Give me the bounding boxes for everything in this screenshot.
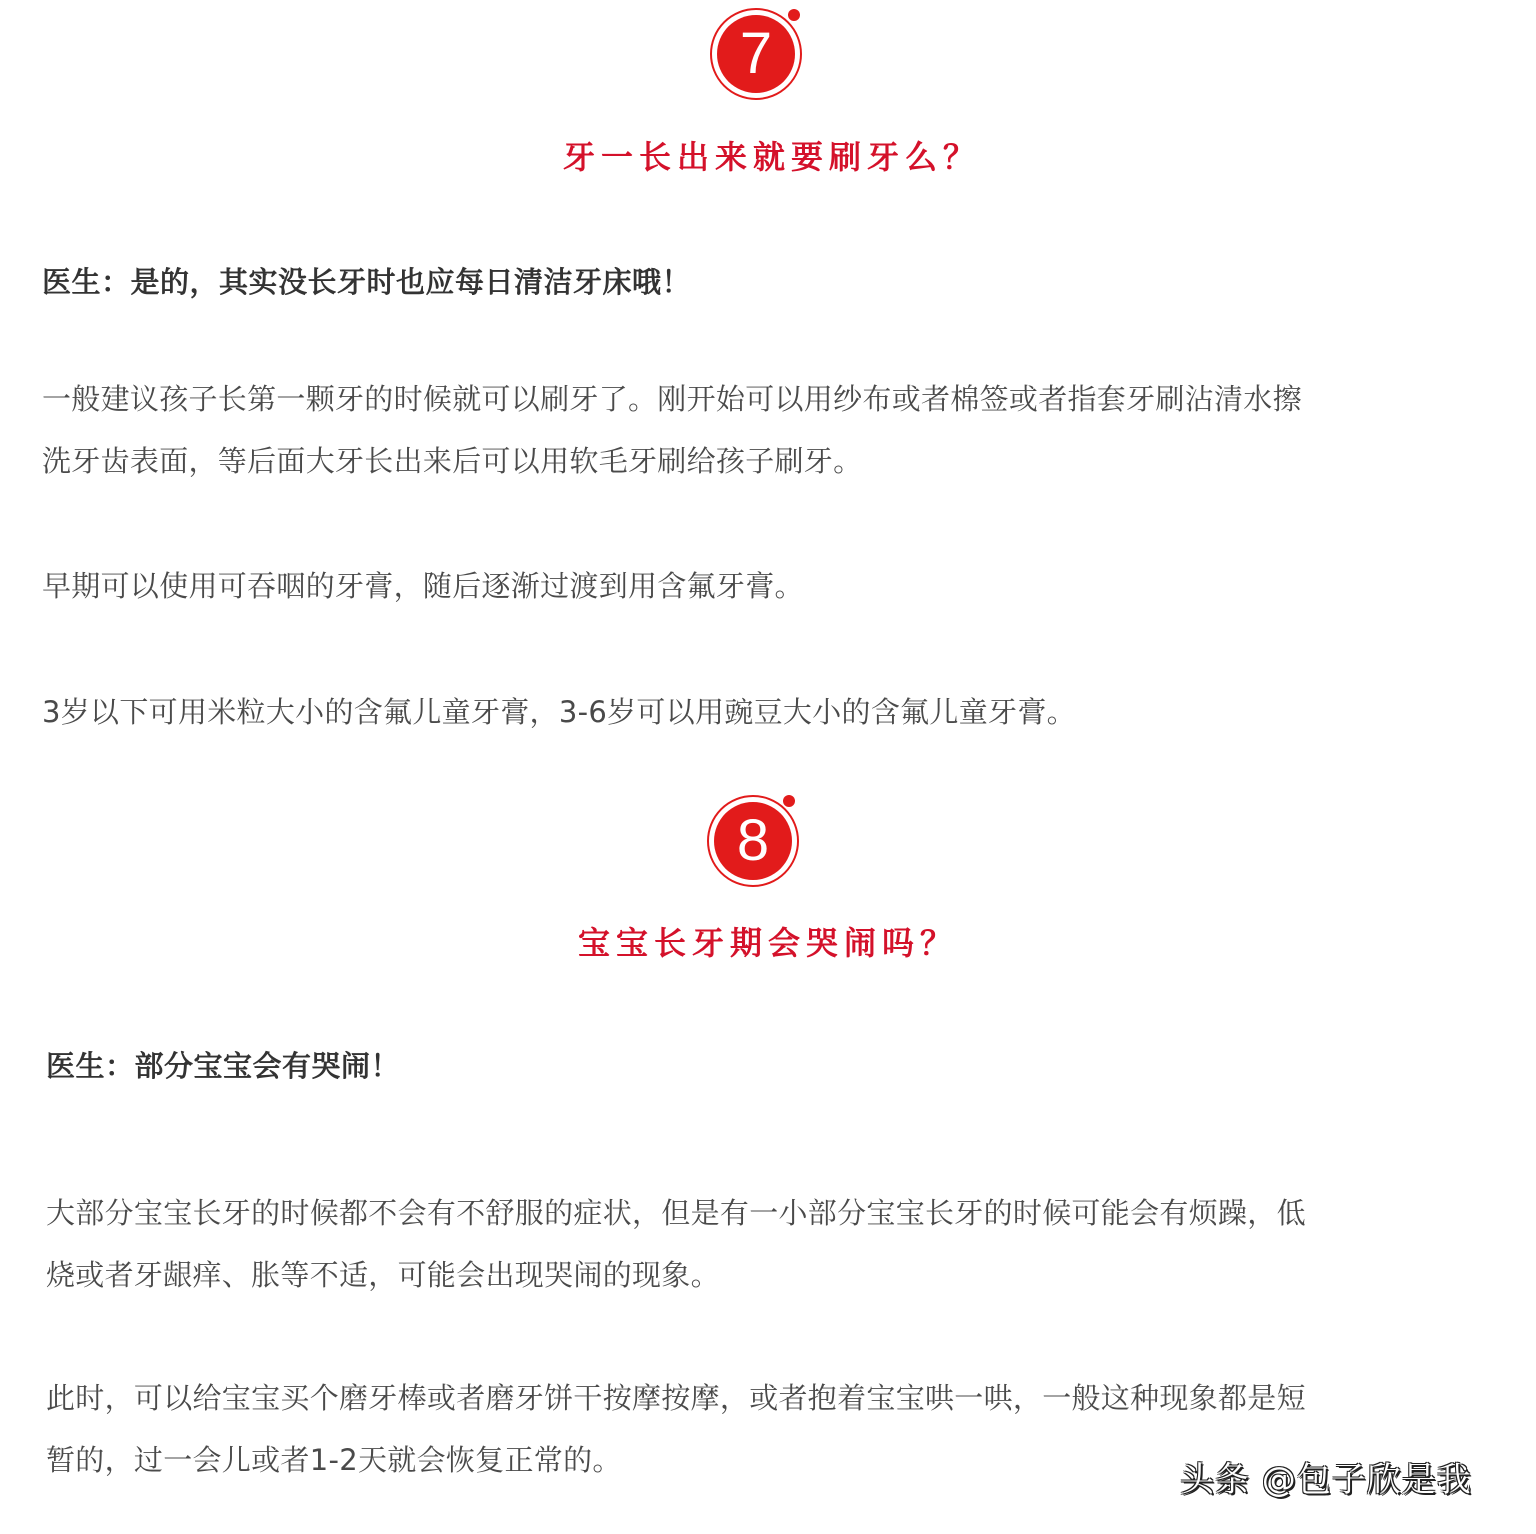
section-title: 宝宝长牙期会哭闹吗？ — [577, 924, 958, 962]
paragraph — [42, 555, 804, 617]
section-number-badge-8 — [707, 795, 799, 887]
section-number-badge-7 — [710, 8, 802, 100]
doctor-answer: 医生：是的，其实没长牙时也应每日清洁牙床哦！ — [42, 265, 692, 299]
paragraph-line: 洗牙齿表面，等后面大牙长出来后可以用软毛牙刷给孩子刷牙。 — [42, 444, 863, 478]
paragraph — [46, 1182, 1306, 1306]
paragraph-line: 暂的，过一会儿或者1-2天就会恢复正常的。 — [46, 1443, 622, 1477]
paragraph-line: 一般建议孩子长第一颗牙的时候就可以刷牙了。刚开始可以用纱布或者棉签或者指套牙刷沾清水擦 — [42, 382, 1302, 416]
doctor-answer: 医生：部分宝宝会有哭闹！ — [46, 1049, 401, 1083]
paragraph-line: 此时，可以给宝宝买个磨牙棒或者磨牙饼干按摩按摩，或者抱着宝宝哄一哄，一般这种现象都是短 — [46, 1381, 1306, 1415]
paragraph-line: 烧或者牙龈痒、胀等不适，可能会出现哭闹的现象。 — [46, 1258, 720, 1292]
paragraph-line: 3岁以下可用米粒大小的含氟儿童牙膏，3-6岁可以用豌豆大小的含氟儿童牙膏。 — [42, 695, 1076, 729]
paragraph — [42, 368, 1302, 492]
paragraph — [46, 1367, 1306, 1491]
paragraph-line: 早期可以使用可吞咽的牙膏，随后逐渐过渡到用含氟牙膏。 — [42, 569, 804, 603]
section-number: 7 — [739, 21, 773, 86]
paragraph — [42, 681, 1076, 743]
paragraph-line: 大部分宝宝长牙的时候都不会有不舒服的症状，但是有一小部分宝宝长牙的时候可能会有烦躁，低 — [46, 1196, 1306, 1230]
watermark: 头条 @包子欣是我 — [1180, 1460, 1472, 1500]
section-number: 8 — [736, 808, 770, 873]
section-title: 牙一长出来就要刷牙么？ — [562, 138, 981, 176]
